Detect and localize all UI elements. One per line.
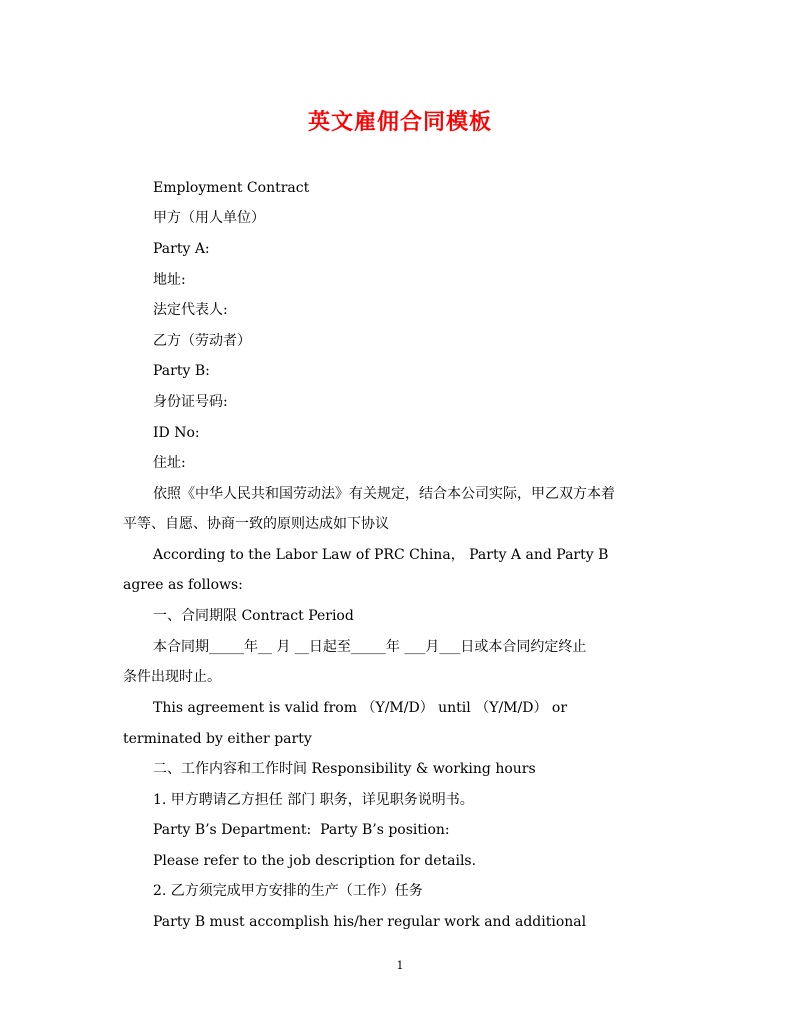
text-line: ID No: [153,425,200,441]
page-number: 1 [396,959,404,972]
text-line: 一、合同期限 Contract Period [153,608,354,624]
text-line: 住址: [153,455,186,471]
text-line: agree as follows: [123,577,243,593]
text-line: Party A: [153,241,210,257]
text-line: 法定代表人: [153,302,228,318]
text-line: 1. 甲方聘请乙方担任 部门 职务，详见职务说明书。 [153,792,474,808]
text-line: terminated by either party [123,731,312,747]
text-line: 依照《中华人民共和国劳动法》有关规定，结合本公司实际，甲乙双方本着 [153,486,615,502]
document-title: 英文雇佣合同模板 [307,109,492,135]
text-line: 地址: [153,272,186,288]
text-line: Party B’s Department: Party B’s position: [153,822,450,838]
text-line: 甲方（用人单位） [153,210,265,226]
text-line: According to the Labor Law of PRC China， Party A and Party B [153,547,609,563]
text-line: 本合同期_____年__ 月 __日起至_____年 ___月___日或本合同约定终止 [153,639,587,655]
text-line: Employment Contract [153,180,310,196]
text-line: Party B: [153,363,210,379]
text-line: Please refer to the job description for details. [153,853,477,869]
text-line: 2. 乙方须完成甲方安排的生产（工作）任务 [153,883,423,899]
text-line: Party B must accomplish his/her regular work and additional [153,914,587,930]
text-line: This agreement is valid from （Y/M/D） until （Y/M/D） or [153,700,568,716]
text-line: 条件出现时止。 [123,669,221,685]
text-line: 身份证号码: [153,394,228,410]
text-line: 二、工作内容和工作时间 Responsibility & working hours [153,761,536,777]
text-line: 平等、自愿、协商一致的原则达成如下协议 [123,516,389,532]
text-line: 乙方（劳动者） [153,333,251,349]
